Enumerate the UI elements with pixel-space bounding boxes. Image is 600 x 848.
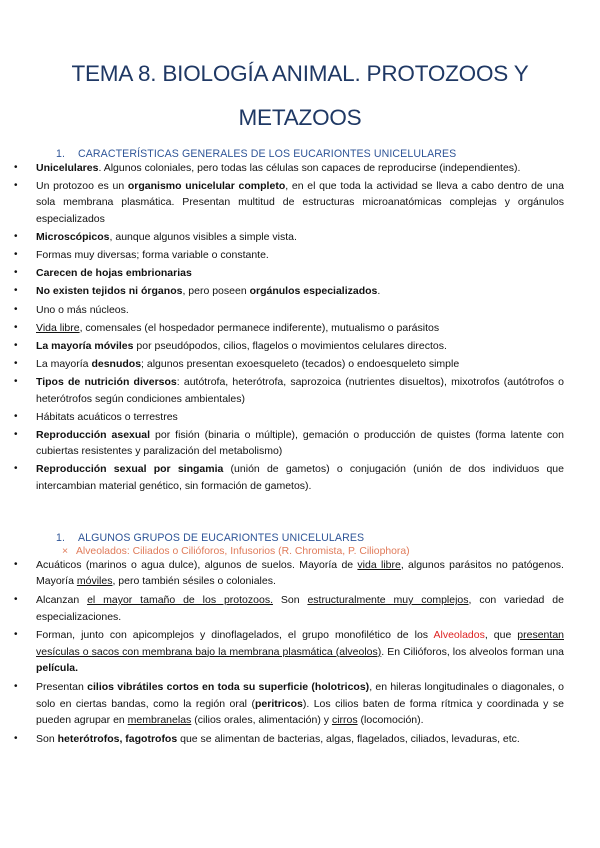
text: . En Cilióforos, los alveolos forman una <box>381 645 565 658</box>
underlined-text: Vida libre <box>36 321 80 334</box>
bold-text: organismo unicelular completo <box>127 180 286 193</box>
list-item <box>14 229 564 245</box>
bullet-icon: • <box>14 681 18 693</box>
list-item <box>14 427 564 459</box>
list-item <box>14 409 564 425</box>
bold-text: heterótrofos, fagotrofos <box>57 732 178 745</box>
text: La mayoría <box>36 358 92 371</box>
text: (locomoción). <box>357 714 424 727</box>
underlined-text: cirros <box>331 714 358 727</box>
title-line-1: TEMA 8. BIOLOGÍA ANIMAL. PROTOZOOS Y <box>71 61 529 86</box>
list-item <box>14 302 564 318</box>
list-item <box>14 247 564 263</box>
section-heading-1 <box>56 148 600 160</box>
text: , en el que toda la actividad se lleva a cabo dentro de una sola membrana plasmática. Presentan multitud de estructuras microanatómicas complejas y orgánulos especializados <box>36 180 564 225</box>
bold-text: Reproducción sexual por singamia <box>36 463 224 476</box>
bold-text: No existen tejidos ni órganos <box>36 285 183 298</box>
bullet-icon: • <box>14 285 18 297</box>
text: por fisión (binaria o múltiple), gemación o producción de quistes (forma latente con cubiertas resistentes y paralización del metabolismo) <box>36 429 564 458</box>
text: por pseudópodos, cilios, flagelos o movimientos celulares directos. <box>133 340 447 353</box>
text: Acuáticos (marinos o agua dulce), algunos de suelos. Mayoría de <box>36 558 358 571</box>
text: , pero poseen <box>182 285 250 298</box>
section-heading-2 <box>56 532 600 544</box>
text: ). Los cilios baten de forma rítmica y coordinada y se pueden agrupar en <box>36 697 564 727</box>
underlined-text: el mayor tamaño de los protozoos. <box>87 594 273 607</box>
bullet-icon: • <box>14 249 18 261</box>
subheading-label: Alveolados: Ciliados o Cilióforos, Infusorios (R. Chromista, P. Ciliophora) <box>76 545 410 557</box>
bold-text: película. <box>36 662 79 675</box>
text: Son <box>36 732 58 745</box>
text: ; algunos presentan exoesqueleto (tecados) o endoesqueleto simple <box>141 358 460 371</box>
list-item <box>14 338 564 354</box>
bold-text: peritricos <box>254 697 303 710</box>
underlined-text: móviles <box>76 575 113 588</box>
text: Son <box>272 594 308 607</box>
ciliates-list <box>0 557 600 748</box>
text: (unión de gametos) o conjugación (unión de dos individuos que intercambian material genético, sin formación de gametos). <box>36 463 564 492</box>
bold-text: Microscópicos <box>36 230 110 243</box>
list-item <box>14 627 565 677</box>
text: , algunos parásitos no patógenos. Mayoría <box>36 558 564 588</box>
cross-bullet-icon: × <box>62 545 69 557</box>
text: (cilios orales, alimentación) y <box>191 714 332 727</box>
text: , pero también sésiles o coloniales. <box>112 575 276 588</box>
list-item <box>14 592 564 625</box>
bullet-icon: • <box>14 594 18 606</box>
bullet-icon: • <box>14 303 18 315</box>
underlined-text: membranelas <box>127 714 192 727</box>
bold-text: Tipos de nutrición diversos <box>36 376 177 389</box>
bullet-icon: • <box>14 429 18 441</box>
list-item <box>14 356 564 372</box>
text: Hábitats acuáticos o terrestres <box>36 410 178 423</box>
bullet-icon: • <box>14 321 18 333</box>
bold-text: La mayoría móviles <box>36 340 134 353</box>
text: , que <box>484 629 518 642</box>
bullet-icon: • <box>14 267 18 279</box>
section-number: 1. <box>56 148 66 160</box>
bullet-icon: • <box>14 162 18 173</box>
text: Forman, junto con apicomplejos y dinoflagelados, el grupo monofilético de los <box>36 629 434 642</box>
list-item <box>14 679 564 729</box>
text: Formas muy diversas; forma variable o constante. <box>36 249 269 262</box>
underlined-text: presentan vesículas o sacos con membrana bajo la membrana plasmática (alveolos) <box>36 629 564 658</box>
section-number: 1. <box>56 531 66 544</box>
text: Uno o más núcleos. <box>36 303 129 316</box>
bold-text: desnudos <box>91 358 142 371</box>
text: que se alimentan de bacterias, algas, flagelados, ciliados, levaduras, etc. <box>177 732 520 745</box>
bullet-icon: • <box>14 410 18 422</box>
page-title <box>0 0 600 140</box>
bold-text: cilios vibrátiles cortos en toda su superficie (holotricos) <box>87 681 370 694</box>
list-item <box>14 265 564 281</box>
bold-text: Unicelulares <box>36 162 99 174</box>
list-item <box>14 320 564 336</box>
bold-text: Carecen de hojas embrionarias <box>36 267 192 280</box>
title-line-2: METAZOOS <box>238 105 362 130</box>
text: . <box>377 285 381 298</box>
bullet-icon: • <box>14 376 18 388</box>
section-label: CARACTERÍSTICAS GENERALES DE LOS EUCARIONTES UNICELULARES <box>78 148 457 160</box>
bullet-icon: • <box>14 558 18 570</box>
list-item <box>14 160 564 176</box>
list-item <box>14 557 564 590</box>
text: , en hileras longitudinales o diagonales, o solo en ciertas bandas, como la región oral ( <box>36 681 564 710</box>
text: Alcanzan <box>36 594 88 607</box>
list-item <box>14 178 564 227</box>
underlined-text: vida libre <box>357 558 401 571</box>
bullet-icon: • <box>14 340 18 352</box>
text: , aunque algunos visibles a simple vista. <box>109 230 297 243</box>
list-item <box>14 374 564 406</box>
characteristics-list <box>0 160 600 494</box>
list-item <box>14 283 564 299</box>
bullet-icon: • <box>14 358 18 370</box>
list-item <box>14 461 564 493</box>
underlined-text: estructuralmente muy complejos <box>307 594 469 607</box>
text: Presentan <box>36 681 88 694</box>
bold-text: orgánulos especializados <box>249 285 378 298</box>
section-label: ALGUNOS GRUPOS DE EUCARIONTES UNICELULARES <box>78 531 365 544</box>
bullet-icon: • <box>14 230 18 242</box>
text: . Algunos coloniales, pero todas las células son capaces de reproducirse (independientes). <box>98 162 521 174</box>
text: , con variedad de especializaciones. <box>36 594 564 623</box>
text: , comensales (el hospedador permanece indiferente), mutualismo o parásitos <box>79 321 440 334</box>
subheading-alveolados <box>62 546 600 557</box>
bullet-icon: • <box>14 629 18 641</box>
bullet-icon: • <box>14 180 18 192</box>
bullet-icon: • <box>14 732 18 744</box>
text: Un protozoo es un <box>36 180 128 193</box>
list-item <box>14 731 564 748</box>
bold-text: Reproducción asexual <box>36 429 151 442</box>
text: : autótrofa, heterótrofa, saprozoica (nutrientes disueltos), mixotrofos (autótrofos o heterótrofos según condiciones ambientales) <box>36 376 564 405</box>
highlighted-text: Alveolados <box>433 629 485 642</box>
bullet-icon: • <box>14 463 18 475</box>
